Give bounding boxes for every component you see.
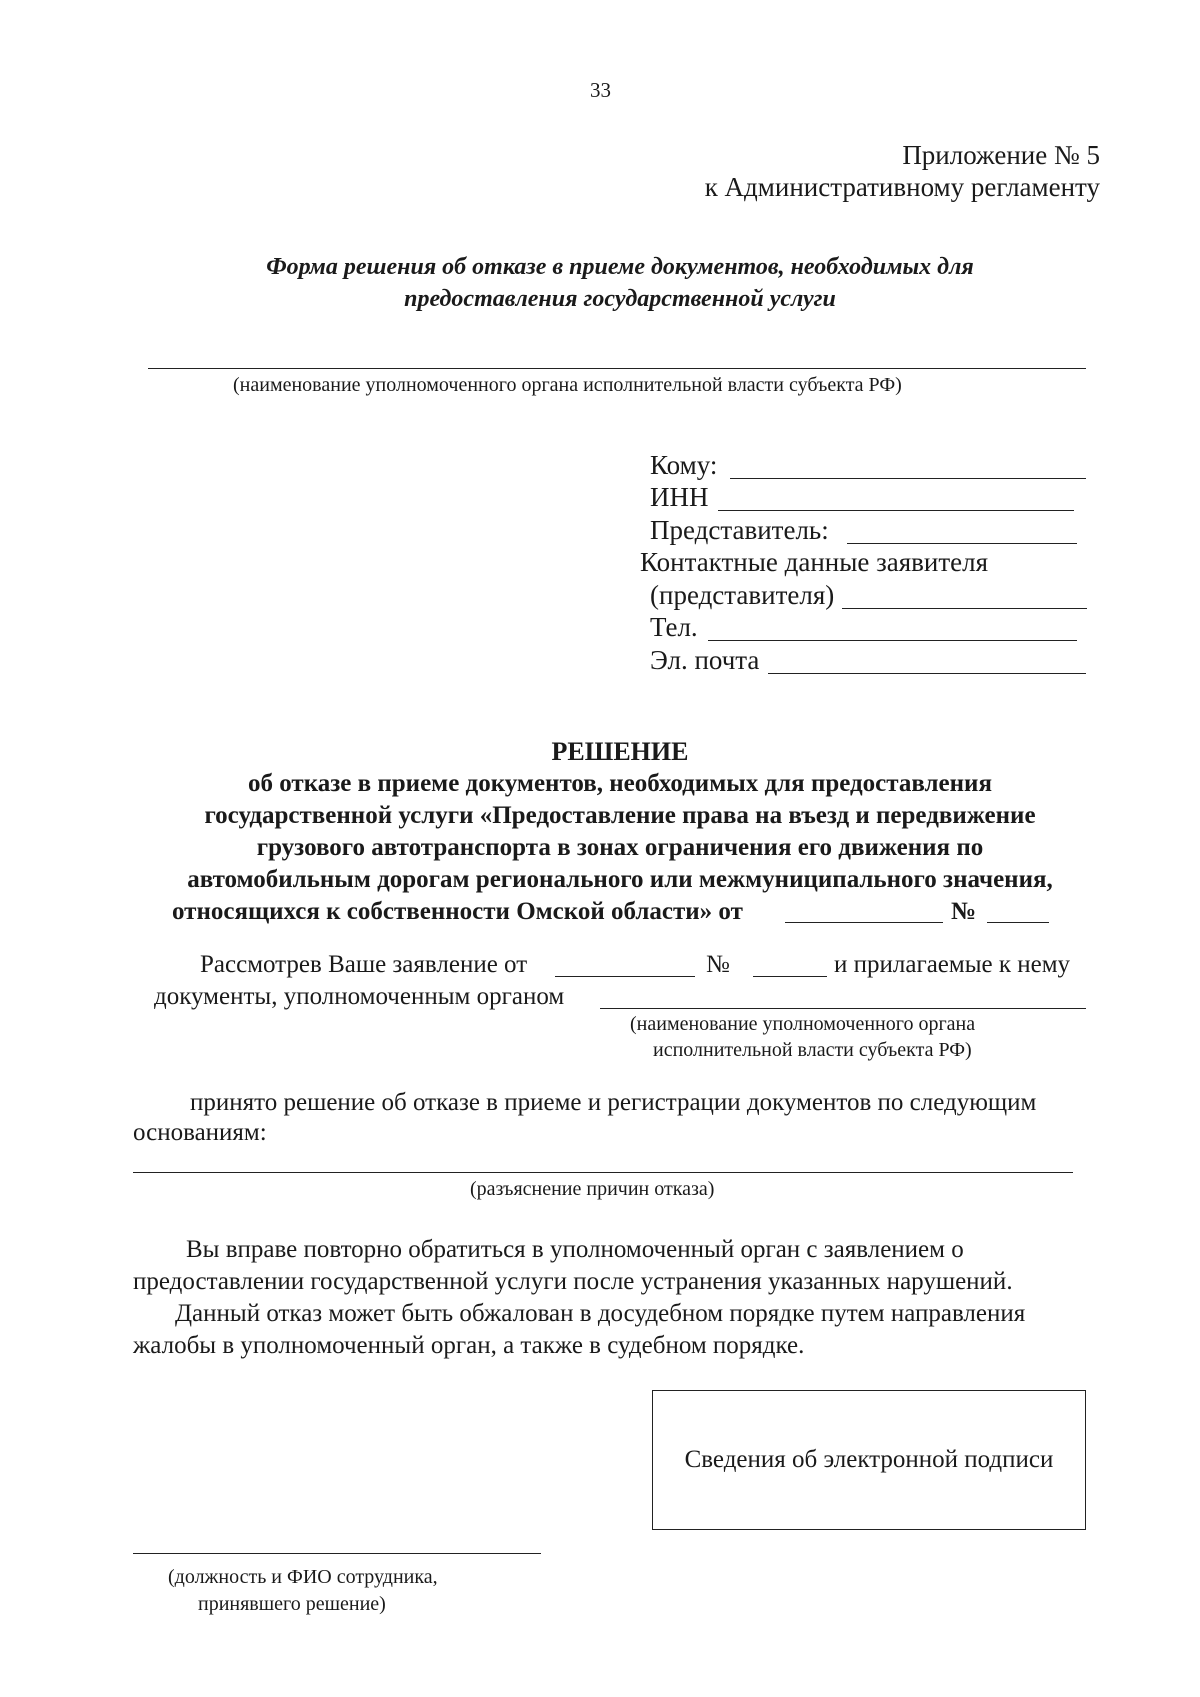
- recipient-inn-label: ИНН: [650, 482, 709, 512]
- authority-caption: (наименование уполномоченного органа исполнительной власти субъекта РФ): [233, 374, 902, 396]
- recipient-contacts-line: [842, 608, 1087, 609]
- review-number-sign: №: [706, 951, 730, 978]
- decision-line3: грузового автотранспорта в зонах ограничения его движения по: [256, 834, 984, 861]
- recipient-email-label: Эл. почта: [650, 645, 760, 675]
- form-title-line2: предоставления государственной услуги: [404, 286, 836, 312]
- signer-line: [133, 1553, 541, 1554]
- info-p2-line2: жалобы в уполномоченный орган, а также в судебном порядке.: [133, 1332, 805, 1359]
- recipient-email-line: [768, 673, 1086, 674]
- recipient-representative-line: [847, 543, 1077, 544]
- grounds-reason-line: [133, 1172, 1073, 1173]
- authority-line: [148, 368, 1086, 369]
- info-p2-line1: Данный отказ может быть обжалован в досудебном порядке путем направления: [175, 1300, 1026, 1327]
- recipient-phone-line: [708, 640, 1077, 641]
- signature-box: [652, 1390, 1086, 1530]
- decision-line4: автомобильным дорогам регионального или межмуниципального значения,: [187, 866, 1053, 893]
- appendix-regulation: к Административному регламенту: [704, 172, 1100, 202]
- appendix-number: Приложение № 5: [902, 140, 1100, 170]
- info-p1-line1: Вы вправе повторно обратиться в уполномоченный орган с заявлением о: [186, 1236, 964, 1263]
- recipient-representative-label: Представитель:: [650, 515, 829, 545]
- decision-number-line: [987, 922, 1049, 923]
- review-date-line: [555, 976, 695, 977]
- recipient-to-label: Кому:: [650, 450, 718, 480]
- grounds-caption: (разъяснение причин отказа): [470, 1178, 715, 1200]
- grounds-line1: принято решение об отказе в приеме и регистрации документов по следующим: [190, 1089, 1037, 1116]
- recipient-to-line: [730, 478, 1086, 479]
- recipient-contacts-label: Контактные данные заявителя: [640, 547, 989, 577]
- decision-line1: об отказе в приеме документов, необходимых для предоставления: [248, 770, 992, 797]
- recipient-contacts-label-2: (представителя): [650, 580, 835, 610]
- decision-date-line: [785, 922, 943, 923]
- review-text-line2: документы, уполномоченным органом: [154, 983, 565, 1010]
- review-authority-line: [600, 1008, 1086, 1009]
- recipient-phone-label: Тел.: [650, 612, 698, 642]
- review-text-1: Рассмотрев Ваше заявление от: [200, 951, 528, 978]
- decision-line2: государственной услуги «Предоставление права на въезд и передвижение: [204, 802, 1036, 829]
- review-text-3: и прилагаемые к нему: [834, 951, 1071, 978]
- review-caption-2: исполнительной власти субъекта РФ): [653, 1039, 972, 1061]
- signer-caption-1: (должность и ФИО сотрудника,: [168, 1566, 438, 1588]
- recipient-inn-line: [718, 510, 1074, 511]
- signature-box-label: Сведения об электронной подписи: [684, 1446, 1054, 1473]
- review-number-line: [753, 976, 827, 977]
- decision-heading: РЕШЕНИЕ: [551, 737, 689, 766]
- form-title-line1: Форма решения об отказе в приеме документов, необходимых для: [266, 254, 974, 280]
- page-number: 33: [590, 78, 611, 102]
- decision-line5-text: относящихся к собственности Омской области» от: [172, 898, 743, 925]
- info-p1-line2: предоставлении государственной услуги после устранения указанных нарушений.: [133, 1268, 1013, 1295]
- signer-caption-2: принявшего решение): [198, 1593, 386, 1615]
- decision-number-sign: №: [951, 898, 977, 925]
- grounds-line2: основаниям:: [133, 1119, 267, 1146]
- review-caption-1: (наименование уполномоченного органа: [630, 1013, 976, 1035]
